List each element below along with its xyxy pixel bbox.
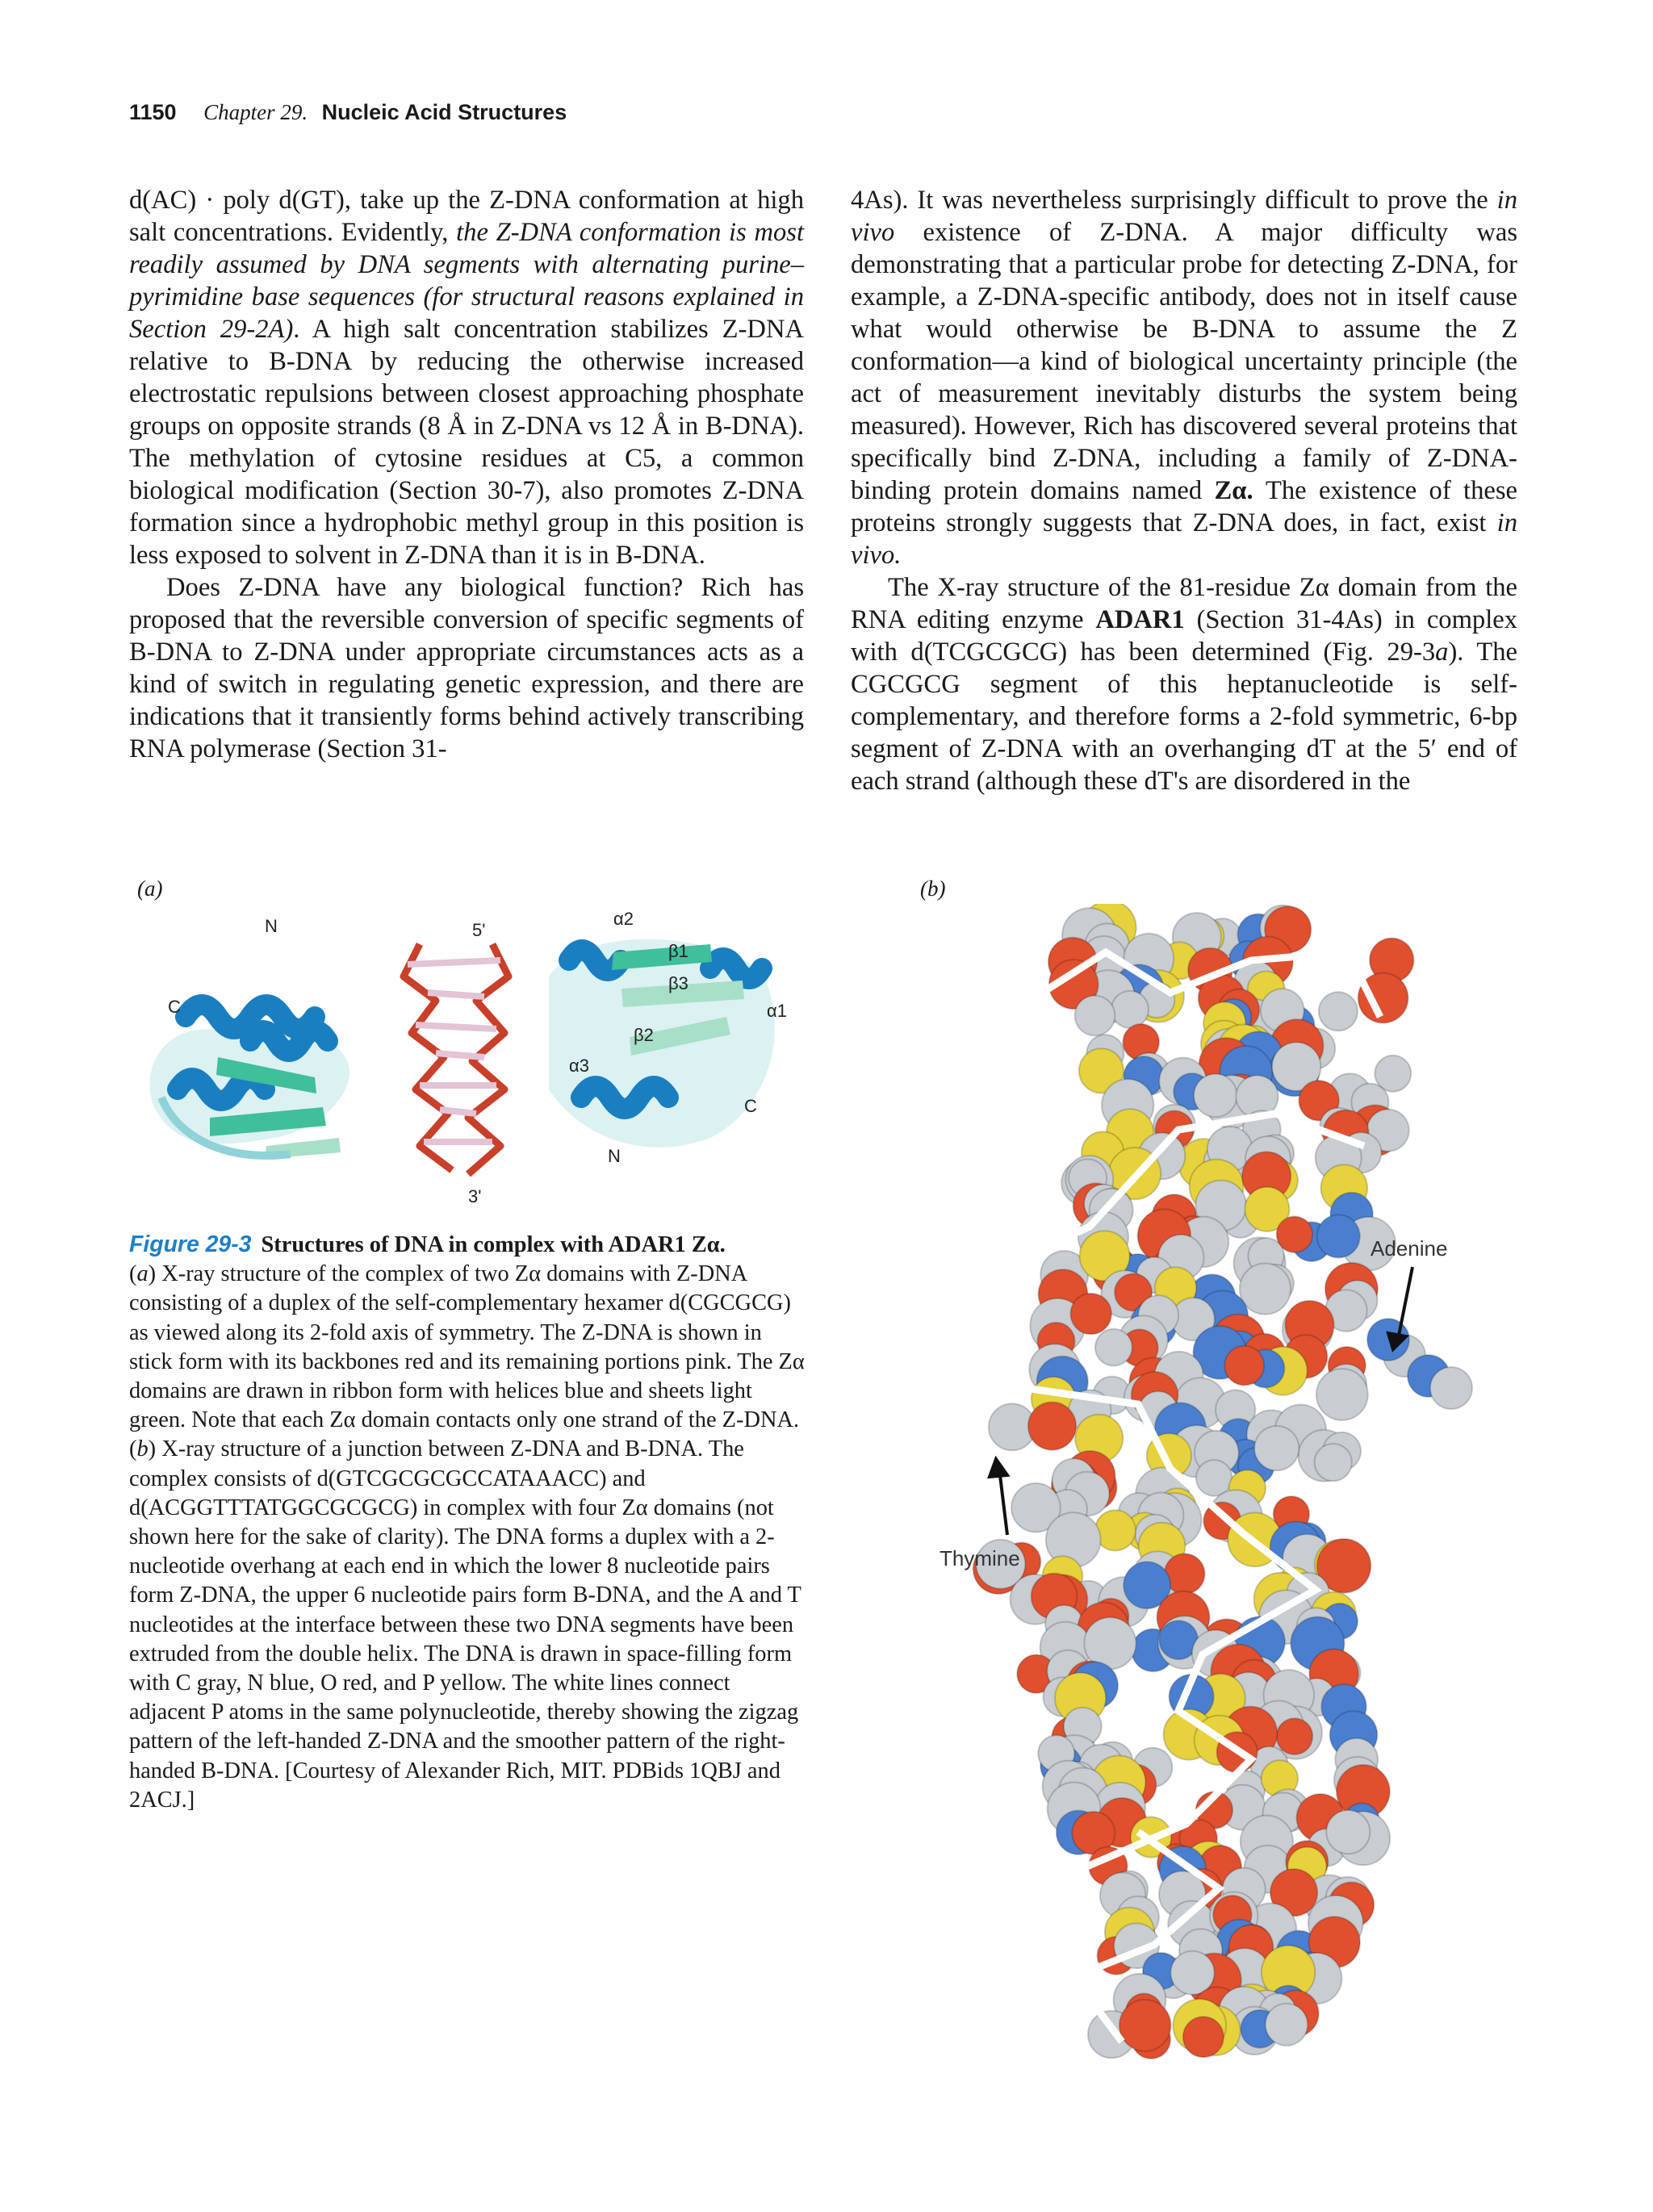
label-beta2: β2 [634,1025,654,1045]
atom-sphere [1194,1074,1237,1117]
caption-part-b: (b) X-ray structure of a junction between Z-DNA and B-DNA. The complex consists of d(GTCGCGCGCCATAAACC) and d(ACGGTTTATGGCGCGCG) in complex with four Zα domains (not shown here for the sake of clarity). The DNA forms a duplex with a 2-nucleotide overhang at each end in which the lower 8 nucleotide pairs form Z-DNA, the upper 6 nucleotide pairs form B-DNA, and the A and T nucleotides at the interface between these two DNA segments have been extruded from the double helix. The DNA is drawn in space-filling form with C gray, N blue, O red, and P yellow. The white lines connect adjacent P atoms in the same polynucleotide, thereby showing the zigzag pattern of the left-handed Z-DNA and the smoother pattern of the right-handed B-DNA. [Courtesy of Alexander Rich, MIT. PDBids 1QBJ and 2ACJ.] [129,1436,801,1813]
atom-sphere [1095,1329,1132,1366]
caption-b-text: X-ray structure of a junction between Z-DNA and B-DNA. The complex consists of d(GTCGCGCGCCATAAACC) and d(ACGGTTTATGGCGCGCG) in complex with four Zα domains (not shown here for the sake of clarity). The DNA forms a duplex with a 2-nucleotide overhang at each end in which the lower 8 nucleotide pairs form Z-DNA, the upper 6 nucleotide pairs form B-DNA, and the A and T nucleotides at the interface between these two DNA segments have been extruded from the double helix. The DNA is drawn in space-filling form with C gray, N blue, O red, and P yellow. The white lines connect adjacent P atoms in the same polynucleotide, thereby showing the zigzag pattern of the left-handed Z-DNA and the smoother pattern of the right-handed B-DNA. [Courtesy of Alexander Rich, MIT. PDBids 1QBJ and 2ACJ.] [129,1436,801,1813]
running-header [129,100,567,125]
dna-atoms [973,904,1472,2059]
atom-sphere [1430,1367,1472,1409]
italic-text: in vivo [851,186,1517,247]
label-n-right: N [608,1146,621,1166]
figure-number: Figure 29-3 [129,1231,252,1257]
panel-a-ribbon-diagram [129,896,815,1219]
atom-sphere [1070,1294,1111,1335]
atom-sphere [1224,1346,1264,1386]
label-c-left: C [168,997,181,1017]
atom-sphere [1319,992,1358,1031]
paragraph [129,184,804,571]
caption-a-text: X-ray structure of the complex of two Zα domains with Z-DNA consisting of a duplex of the self-complementary hexamer d(CGCGCG) as viewed along its 2-fold axis of symmetry. The Z-DNA is shown in stick form with its backbones red and its remaining portions pink. The Zα domains are drawn in ribbon form with helices blue and sheets light green. Note that each Zα domain contacts only one strand of the Z-DNA. [129,1261,805,1433]
bold-text: ADAR1 [1095,605,1185,634]
atom-sphere [1326,1810,1370,1854]
left-za-domain [150,1005,349,1159]
atom-sphere [1119,2000,1171,2051]
atom-sphere [1171,1951,1215,1995]
paragraph: Does Z-DNA have any biological function? Rich has proposed that the reversible conversion of specific segments of B-DNA to Z-DNA under appropriate circumstances acts as a kind of switch in regulating genetic expression, and there are indications that it transiently forms behind actively transcribing RNA polymerase (Section 31- [129,573,804,763]
left-text-column [129,184,804,765]
text-run: existence of Z-DNA. A major difficulty was demonstrating that a particular probe for detecting Z-DNA, for example, a Z-DNA-specific antibody, does not in itself cause what would otherwise be B-DNA to assume the Z conformation—a kind of biological uncertainty principle (the act of measurement inevitably disturbs the system being measured). However, Rich has discovered several proteins that specifically bind Z-DNA, including a family of Z-DNA-binding protein domains named [851,218,1517,505]
atom-sphere [1196,1460,1232,1496]
caption-a-label: a [136,1261,149,1287]
thymine-arrowhead [990,1459,1007,1477]
panel-a-label: (a) [137,876,163,901]
text-run: . A high salt concentration stabilizes Z-DNA relative to B-DNA by reducing the otherwise increased electrostatic repulsions between closest approaching phosphate groups on opposite strands (8 Å in Z-DNA vs 12 Å in B-DNA). The methylation of cytosine residues at C5, a common biological modification (Section 30-7), also promotes Z-DNA formation since a hydrophobic methyl group in this position is less exposed to solvent in Z-DNA than it is in B-DNA. [129,315,804,570]
text-run: 4As). It was nevertheless surprisingly difficult to prove the [851,186,1497,215]
paragraph [851,571,1517,797]
atom-sphere [1240,1264,1291,1315]
caption-part-a: (a) X-ray structure of the complex of two Zα domains with Z-DNA consisting of a duplex of the self-complementary hexamer d(CGCGCG) as viewed along its 2-fold axis of symmetry. The Z-DNA is shown in stick form with its backbones red and its remaining portions pink. The Zα domains are drawn in ribbon form with helices blue and sheets light green. Note that each Zα domain contacts only one strand of the Z-DNA. [129,1261,805,1433]
caption-b-label: b [136,1436,149,1462]
atom-sphere [1266,2004,1308,2046]
panel-b-label: (b) [920,876,946,901]
atom-sphere [1316,1369,1368,1420]
right-text-column [851,184,1517,797]
label-alpha2: α2 [613,909,634,929]
label-3-prime: 3' [468,1186,482,1206]
label-thymine: Thymine [939,1546,1020,1570]
atom-sphere [1095,1510,1136,1550]
italic-text: in vivo. [851,508,1517,570]
bold-text: Zα. [1214,476,1253,505]
text-run: The X-ray structure of the 81-residue Zα domain from the RNA editing enzyme [851,573,1517,634]
atom-sphere [1183,2017,1224,2057]
panel-b-space-filling-model [912,904,1550,2082]
text-run: d(AC) · poly d(GT), take up the Z-DNA conformation at high salt concentrations. Evidently, [129,186,804,247]
right-za-domain [549,939,775,1148]
page-number: 1150 [129,100,177,124]
label-adenine: Adenine [1371,1236,1448,1261]
italic-text: the Z-DNA conformation is most readily assumed by DNA segments with alternating purine–pyrimidine base sequences (for structural reasons explained in Section 29-2A) [129,218,805,344]
atom-sphere [1317,1215,1360,1257]
section-title: Nucleic Acid Structures [321,100,567,124]
atom-sphere [1111,991,1149,1028]
label-beta1: β1 [668,941,688,961]
label-beta3: β3 [668,973,688,993]
atom-sphere [1075,996,1115,1036]
text-run: (Section 31-4As) in complex with d(TCGCGCG) has been determined (Fig. 29-3 [851,605,1517,667]
atom-sphere [1028,1402,1076,1449]
label-5-prime: 5' [472,920,486,940]
chapter-label: Chapter 29. [203,100,308,124]
text-run: The existence of these proteins strongly suggests that Z-DNA does, in fact, exist [851,476,1517,537]
figure-caption [129,1230,807,1815]
atom-sphere [1254,1426,1299,1470]
figure-title: Structures of DNA in complex with ADAR1 Zα. [261,1232,726,1257]
caption-heading [129,1230,807,1260]
atom-sphere [1315,1444,1352,1481]
label-n-left: N [265,916,278,936]
label-alpha1: α1 [767,1001,787,1021]
thymine-arrow [999,1469,1007,1535]
paragraph [851,184,1517,571]
italic-text: a [1435,638,1449,667]
z-dna-sticks [404,944,508,1174]
label-alpha3: α3 [569,1056,589,1076]
text-run: ). The CGCGCG segment of this heptanucleotide is self-complementary, and therefore forms a 2-fold symmetric, 6-bp segment of Z-DNA with an overhanging dT at the 5′ end of each strand (although these dT's are disordered in the [851,638,1517,796]
label-c-right: C [744,1096,757,1116]
atom-sphere [1277,1718,1313,1754]
